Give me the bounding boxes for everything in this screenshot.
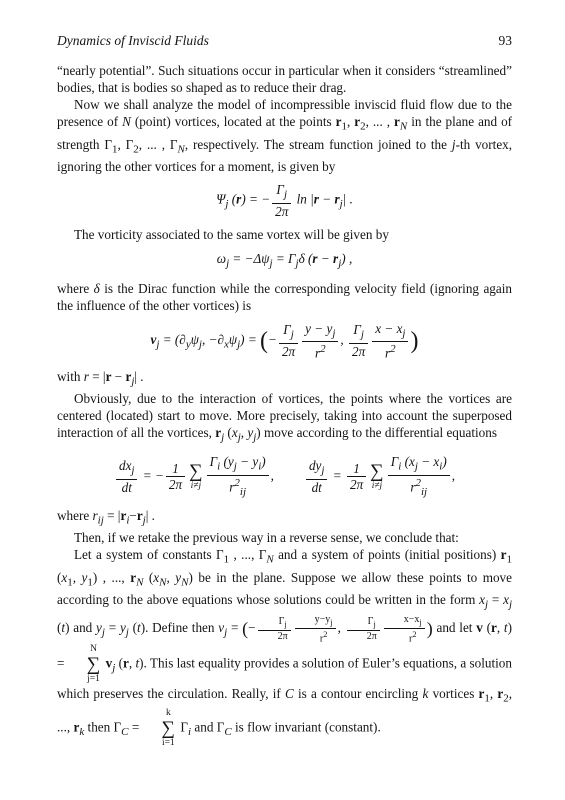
text-run: where [57,280,90,296]
text-run: is a contour encircling [298,686,419,702]
paragraph: with $r = |r - r_j|$ . [57,368,144,388]
paragraph: where δ is the Dirac function while the corresponding velocity field (ignoring again the influence of the other vortices) is [57,280,513,313]
text-run: where [57,507,90,523]
text-run: (point) vortices, located at the points [134,114,332,129]
equation-vorticity: $\omega_j = -\Delta\psi_j = \Gamma_j\delta$ $(r - r_j)$ , [216,250,353,270]
paragraph: where $r_{ij} = |r_i-r_j|$ . [57,507,155,527]
text-run: -th vortex, ignoring the other vortices for a moment, is given by [57,136,513,175]
text-run: and [194,719,214,735]
page-body [57,62,512,749]
paragraph: Then, if we retake the previous way in a reverse sense, we conclude that: [74,530,459,546]
paragraph: “nearly potential”. Such situations occur in particular when it considers “streamlined” bodies, that is bodies so shaped as to reduce their drag. [57,63,512,95]
text-run: is the Dirac function while the corresponding velocity field (ignoring again the influence of the other vortices) is [57,280,513,313]
text-run: . Define then [145,620,215,636]
text-run: is flow invariant (constant). [234,719,381,735]
paragraph: The vorticity associated to the same vortex will be given by [74,226,389,242]
text-run: . This last equality provides a solution of Euler’s equations, a solution which preserves the circulation. Really, if [57,655,512,702]
equation-stream-function: $\Psi_j$ (r) = − $\frac{\Gamma_j}{2\pi}$ $\ln |r - r_j|$ . [216,182,353,219]
text-run: then [87,719,111,735]
paragraph: Now we shall analyze the model of incompressible inviscid fluid flow due to the presence of N (point) vortices, located at the points $r_1$, $r_2$, ... , $r_N$ in the plane and of strength $\Gamma_1$, $\Gamma_2$, ... , $\Gamma_N$, respectively. The stream function joined to the j-th vortex, ignoring the other vortices for a moment, is given by [57,97,513,175]
text-run: and [73,620,93,636]
text-run: in the plane and of strength [57,114,513,152]
equation-vortex-motion: $\frac{dx_j}{dt}$ = − $\frac{1}{2\pi}$ ∑ i≠j $\frac{\Gamma_i (y_j - y_i)}{r^2_{ij}}$ , $\frac{dy_j}{dt}$ = $\frac{1}{2\pi}$ ∑ i≠j $\frac{\Gamma_i (x_j - x_i)}{r^2_{ij}}$ , [57,454,512,500]
running-header [57,33,512,51]
header-title: Dynamics of Inviscid Fluids [57,33,209,48]
text-run: Now we shall analyze the model of incompressible inviscid fluid flow due to the presence of [57,97,512,129]
text-run: be in the plane. Suppose we allow these points to move according to the above equations whose solutions could be written in the form [57,569,513,608]
paragraph: Obviously, due to the interaction of vortices, the points where the vortices are centered (located) start to move. More precisely, taking into account the superposed interaction of all the vortices, $r_j$ ($x_j$, $y_j$) move according to the differential equations [57,391,512,444]
equation-velocity: $v_j = (\partial_y\psi_j$, $-\partial_x\psi_j$) = (− $\frac{\Gamma_j}{2\pi}$ $\frac{y - y_j}{r^2}$ , $\frac{\Gamma_j}{2\pi}$ $\frac{x - x_j}{r^2}$ ) [150,320,419,361]
text-run: and let [436,620,473,636]
text-run: Let a system of constants [74,547,212,563]
paragraph: Let a system of constants $\Gamma_1$ , ..., $\Gamma_N$ and a system of points (initial positions) $r_1$ ($x_1$, $y_1$) , ..., $r_N$ ($x_N$, $y_N$) be in the plane. Suppose we allow these points to move according to the above equations whose solutions could be written in the form $x_j = x_j$ (t) and $y_j = y_j$ (t). Define then $v_j$ = (− $\frac{\Gamma_j}{2\pi}$ $\frac{y-y_j}{r^2}$ , $\frac{\Gamma_j}{2\pi}$ $\frac{x-x_j}{r^2}$ ) and let v (r, t) = N ∑ j=1 $v_j$ (r, t). This last equality provides a solution of Euler’s equations, a solution which preserves the circulation. Really, if C is a contour encircling k vortices $r_1$, $r_2$, ..., $r_k$ then $\Gamma_C$ = k ∑ i=1 $\Gamma_i$ and $\Gamma_C$ is flow invariant (constant). [57,547,513,749]
text-run: with [57,368,81,384]
page-number: 93 [498,33,512,48]
text-run: Obviously, due to the interaction of vortices, the points where the vortices are centered (located) start to move. More precisely, taking into account the superposed interaction of all the vortices, [57,391,512,441]
text-run: move according to the differential equations [263,425,497,441]
text-run: and a system of points (initial positions) [278,547,497,563]
text-run: vortices [432,686,475,702]
text-run: , respectively. The stream function joined to the [184,136,448,152]
